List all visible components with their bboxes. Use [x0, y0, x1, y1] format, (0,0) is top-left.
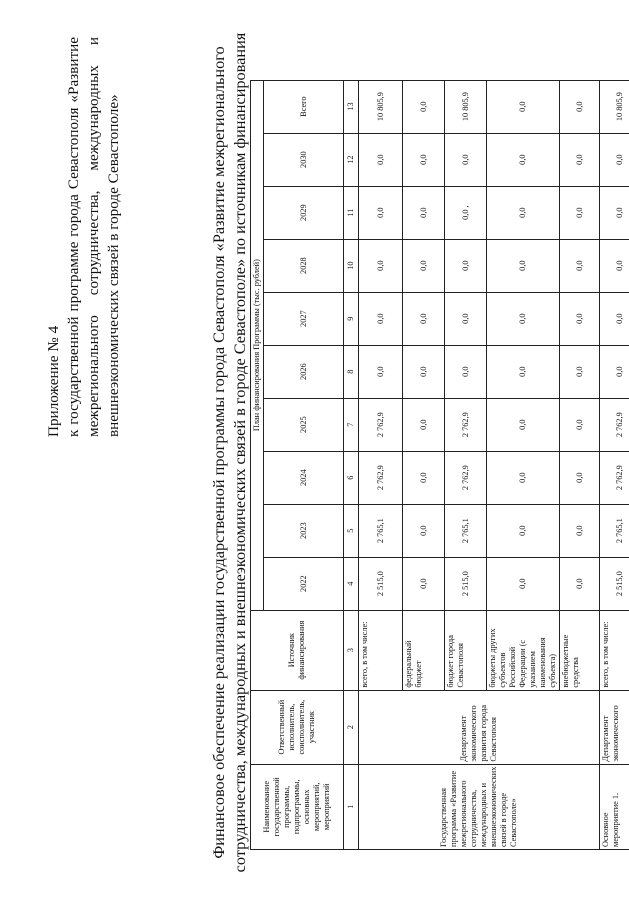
value-cell: 0,0 [403, 186, 445, 239]
value-cell: 0,0 [403, 398, 445, 451]
header-year: 2029 [264, 186, 344, 239]
header-year: 2027 [264, 292, 344, 345]
value-cell: 0,0 [560, 345, 600, 398]
header-total: Всего [264, 80, 344, 133]
value-cell: 0,0 [403, 345, 445, 398]
header-year: 2028 [264, 239, 344, 292]
column-number: 7 [344, 398, 359, 451]
value-cell: 2 515,0 [445, 557, 487, 610]
value-cell: 2 762,9 [600, 451, 629, 504]
measure-executor: Департамент экономического [600, 690, 629, 764]
value-cell: 0,0 [403, 557, 445, 610]
value-cell: 0,0 [487, 345, 560, 398]
column-number: 9 [344, 292, 359, 345]
value-cell: 0,0 [445, 292, 487, 345]
source-cell: бюджеты других субъектов Российской Федерации (с указанием наименования субъекта) [487, 610, 560, 690]
table-row [600, 80, 629, 849]
header-name: Наименование государственной программы, подпрограммы, основных мероприятий, мероприятий [251, 764, 344, 849]
value-cell: 2 762,9 [445, 398, 487, 451]
value-cell: 0,0 [487, 557, 560, 610]
value-cell: 0,0 [487, 133, 560, 186]
column-numbers-row [344, 80, 359, 849]
value-cell: 0,0 [403, 451, 445, 504]
column-number: 2 [344, 690, 359, 764]
header-source: Источник финансирования [251, 610, 344, 690]
value-cell: 0,0 [359, 292, 403, 345]
value-cell: 2 765,1 [600, 504, 629, 557]
column-number: 13 [344, 80, 359, 133]
value-cell: 0,0 [359, 186, 403, 239]
value-cell: 0,0 [403, 504, 445, 557]
value-cell: 0,0 [487, 398, 560, 451]
value-cell: 0,0 [487, 186, 560, 239]
value-cell: 10 805,9 [445, 80, 487, 133]
value-cell: 0,0 [600, 345, 629, 398]
column-number: 3 [344, 610, 359, 690]
measure-name: Основное мероприятие 1. [600, 764, 629, 849]
column-number: 10 [344, 239, 359, 292]
value-cell: 0,0 [560, 292, 600, 345]
value-cell: 0,0 [487, 504, 560, 557]
value-cell: 2 762,9 [445, 451, 487, 504]
column-number: 4 [344, 557, 359, 610]
header-year: 2024 [264, 451, 344, 504]
value-cell: 0,0 [600, 292, 629, 345]
value-cell: 0,0 [600, 186, 629, 239]
header-year: 2026 [264, 345, 344, 398]
value-cell: 0,0 [560, 239, 600, 292]
source-cell: всего, в том числе: [600, 610, 629, 690]
value-cell: 0,0 [359, 133, 403, 186]
header-plan: План финансирования Программы (тыс. рублей) [251, 80, 264, 610]
value-cell: 2 515,0 [600, 557, 629, 610]
value-cell: 0,0 [445, 133, 487, 186]
value-cell: 0,0 [403, 80, 445, 133]
value-cell: 0,0 [487, 451, 560, 504]
value-cell: 2 765,1 [445, 504, 487, 557]
value-cell: 0,0 [560, 451, 600, 504]
column-number: 11 [344, 186, 359, 239]
column-number: 1 [344, 764, 359, 849]
column-number: 5 [344, 504, 359, 557]
value-cell: 0,0 [445, 239, 487, 292]
value-cell: 10 805,9 [600, 80, 629, 133]
header-year: 2023 [264, 504, 344, 557]
appendix-title: Приложение № 4 [45, 325, 62, 437]
value-cell: 2 762,9 [359, 398, 403, 451]
value-cell: 0,0 [403, 133, 445, 186]
value-cell: 0,0 [600, 133, 629, 186]
header-year: 2025 [264, 398, 344, 451]
value-cell: 0,0 [487, 80, 560, 133]
appendix-block [44, 37, 124, 437]
value-cell: 0,0 [560, 557, 600, 610]
value-cell: 0,0 [487, 292, 560, 345]
value-cell: 0,0 [560, 398, 600, 451]
header-year: 2022 [264, 557, 344, 610]
value-cell: 0,0 [560, 133, 600, 186]
value-cell: 0,0 [359, 239, 403, 292]
value-cell: 2 762,9 [600, 398, 629, 451]
program-executor: Департамент экономического развития города Севастополя [359, 690, 600, 764]
source-cell: всего, в том числе: [359, 610, 403, 690]
value-cell: 2 762,9 [359, 451, 403, 504]
value-cell: 0,0 [560, 80, 600, 133]
value-cell: 0,0 [359, 345, 403, 398]
value-cell: 0,0 [560, 504, 600, 557]
program-name: Государственная программа «Развитие межрегионального сотрудничества, международных и внешнеэкономических связей в городе Севастополе» [359, 764, 600, 849]
source-cell: федеральный бюджет [403, 610, 445, 690]
value-cell: 0,0 [487, 239, 560, 292]
value-cell: 2 515,0 [359, 557, 403, 610]
document-heading: Финансовое обеспечение реализации государственной программы города Севастополя «Развитие межрегионального сотрудничества, международных и внешнеэкономических связей в городе Севастополе» по источникам финансирования [209, 32, 249, 873]
value-cell: 10 805,9 [359, 80, 403, 133]
value-cell: 0,0 [600, 239, 629, 292]
appendix-text: к государственной программе города Севастополя «Развитие межрегионального сотрудничества, международных и внешнеэкономических связей в городе Севастополе» [65, 37, 122, 437]
column-number: 6 [344, 451, 359, 504]
header-executor: Ответственный исполнитель, соисполнитель, участник [251, 690, 344, 764]
financing-table [250, 80, 629, 850]
value-cell: 2 765,1 [359, 504, 403, 557]
value-cell: 0,0 [403, 239, 445, 292]
header-year: 2030 [264, 133, 344, 186]
value-cell: 0,0 , [445, 186, 487, 239]
source-cell: внебюджетные средства [560, 610, 600, 690]
value-cell: 0,0 [445, 345, 487, 398]
column-number: 8 [344, 345, 359, 398]
value-cell: 0,0 [560, 186, 600, 239]
value-cell: 0,0 [403, 292, 445, 345]
source-cell: бюджет города Севастополя [445, 610, 487, 690]
column-number: 12 [344, 133, 359, 186]
table-row [359, 80, 403, 849]
